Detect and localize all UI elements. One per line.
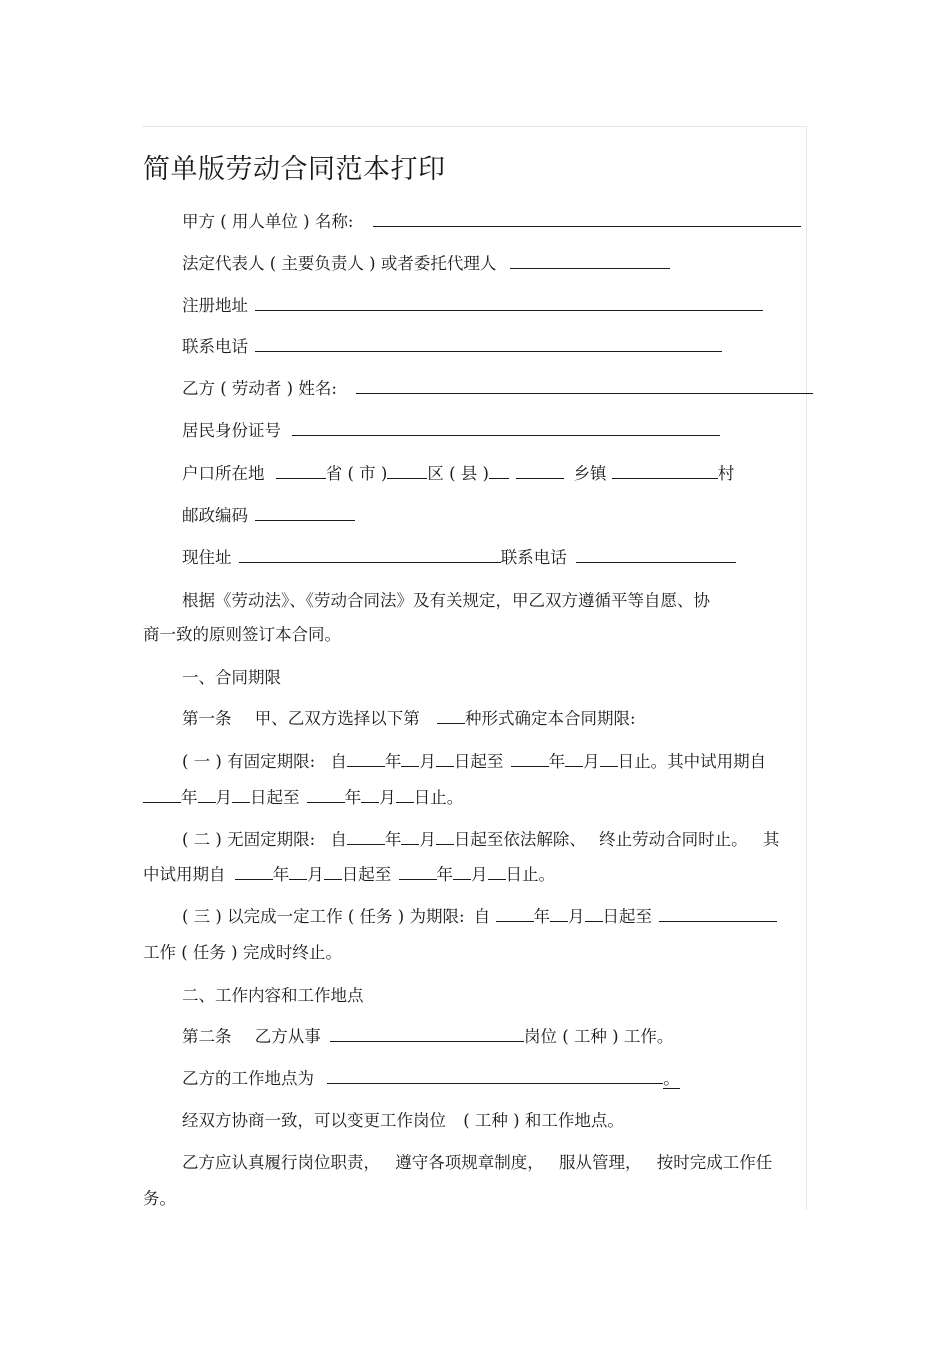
party-a-phone-line: 联系电话: [182, 336, 722, 358]
party-a-name-line: 甲方 ( 用人单位 ) 名称:: [182, 211, 801, 233]
month-field[interactable]: [550, 907, 568, 922]
fixed-term-line-2: 年 月 日起至 年 月 日止。: [143, 787, 463, 809]
article-2-line: 第二条 乙方从事 岗位 ( 工种 ) 工作。: [182, 1027, 674, 1046]
duty-line-1: 乙方应认真履行岗位职责， 遵守各项规章制度， 服从管理， 按时完成工作任: [182, 1153, 773, 1172]
legal-rep-line: 法定代表人 ( 主要负责人 ) 或者委托代理人: [182, 253, 670, 275]
day-field[interactable]: [436, 752, 454, 767]
township-field[interactable]: [516, 464, 564, 479]
month-field[interactable]: [289, 865, 307, 880]
id-number-line: 居民身份证号: [182, 420, 720, 442]
month-field[interactable]: [565, 752, 583, 767]
registered-address-line: 注册地址: [182, 295, 763, 317]
party-b-name-field[interactable]: [356, 379, 813, 394]
county-field[interactable]: [489, 464, 509, 479]
year-field[interactable]: [511, 752, 549, 767]
current-address-field[interactable]: [239, 548, 501, 563]
preamble-line-1: 根据《劳动法》、《劳动合同法》及有关规定，甲乙双方遵循平等自愿、协: [182, 591, 710, 610]
district-field[interactable]: [387, 464, 427, 479]
work-location-field[interactable]: [327, 1069, 663, 1084]
party-b-name-line: 乙方 ( 劳动者 ) 姓名:: [182, 378, 813, 400]
work-location-line: 乙方的工作地点为 。: [182, 1069, 680, 1088]
task-field[interactable]: [659, 907, 777, 922]
year-field[interactable]: [347, 752, 385, 767]
month-field[interactable]: [401, 830, 419, 845]
year-field[interactable]: [307, 788, 345, 803]
month-field[interactable]: [453, 865, 471, 880]
registered-address-field[interactable]: [255, 296, 763, 311]
duty-line-2: 务。: [143, 1189, 176, 1208]
postcode-field[interactable]: [255, 506, 355, 521]
year-field[interactable]: [235, 865, 273, 880]
section-1-heading: 一、合同期限: [182, 668, 281, 687]
section-2-heading: 二、工作内容和工作地点: [182, 986, 364, 1005]
party-a-phone-field[interactable]: [255, 337, 722, 352]
fixed-term-line-1: ( 一 ) 有固定期限: 自 年 月 日起至 年 月 日止。其中试用期自: [182, 752, 767, 771]
preamble-line-2: 商一致的原则签订本合同。: [143, 625, 341, 644]
open-term-line-2: 中试用期自 年 月 日起至 年 月 日止。: [143, 865, 555, 884]
term-type-field[interactable]: [437, 709, 465, 724]
current-address-line: 现住址 联系电话: [182, 547, 736, 569]
year-field[interactable]: [399, 865, 437, 880]
task-term-line-1: ( 三 ) 以完成一定工作 ( 任务 ) 为期限: 自 年 月 日起至: [182, 906, 777, 928]
legal-rep-field[interactable]: [510, 254, 670, 269]
day-field[interactable]: [600, 752, 618, 767]
year-field[interactable]: [496, 907, 534, 922]
article-1-line: 第一条 甲、乙双方选择以下第 种形式确定本合同期限:: [182, 709, 636, 728]
id-number-field[interactable]: [292, 421, 720, 436]
province-field[interactable]: [276, 464, 326, 479]
job-position-field[interactable]: [330, 1027, 524, 1042]
party-b-phone-field[interactable]: [576, 548, 736, 563]
month-field[interactable]: [401, 752, 419, 767]
household-registration-line: 户口所在地 省 ( 市 ) 区 ( 县 ) 乡镇 村: [182, 464, 735, 483]
day-field[interactable]: [324, 865, 342, 880]
change-position-line: 经双方协商一致，可以变更工作岗位 ( 工种 ) 和工作地点。: [182, 1111, 624, 1130]
year-field[interactable]: [143, 788, 181, 803]
party-a-name-field[interactable]: [373, 212, 801, 227]
day-field[interactable]: [396, 788, 414, 803]
task-term-line-2: 工作 ( 任务 ) 完成时终止。: [143, 943, 342, 962]
day-field[interactable]: [232, 788, 250, 803]
postcode-line: 邮政编码: [182, 505, 355, 527]
document-title: 简单版劳动合同范本打印: [143, 154, 446, 185]
day-field[interactable]: [585, 907, 603, 922]
year-field[interactable]: [347, 830, 385, 845]
day-field[interactable]: [488, 865, 506, 880]
day-field[interactable]: [436, 830, 454, 845]
month-field[interactable]: [361, 788, 379, 803]
month-field[interactable]: [198, 788, 216, 803]
village-field[interactable]: [612, 464, 718, 479]
open-term-line-1: ( 二 ) 无固定期限: 自 年 月 日起至依法解除、 终止劳动合同时止。 其: [182, 830, 780, 849]
